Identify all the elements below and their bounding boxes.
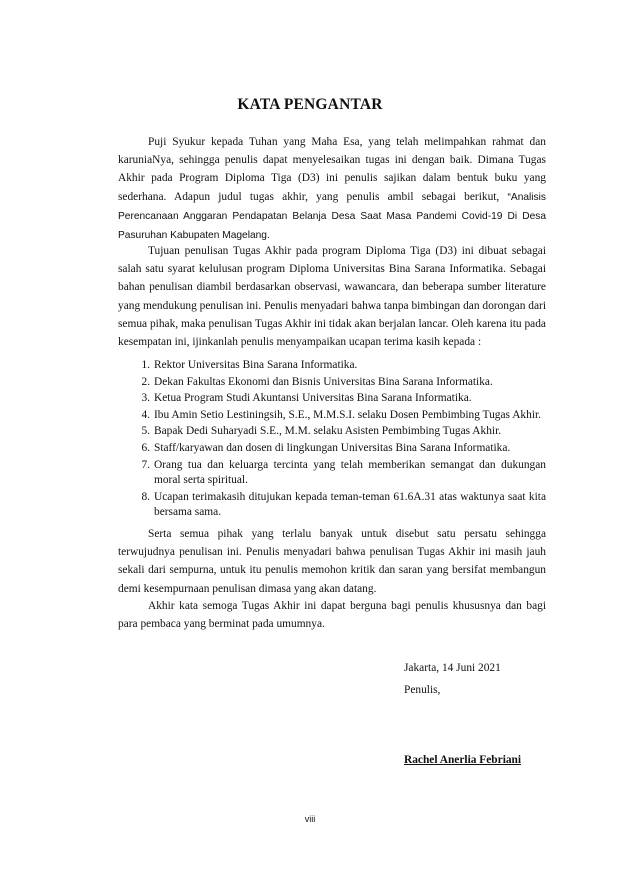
list-number: 7. [141,458,150,471]
list-number: 1. [141,359,150,371]
list-item [118,375,546,391]
paragraph-closing: Akhir kata semoga Tugas Akhir ini dapat berguna bagi penulis khususnya dan bagi para pembaca yang berminat pada umumnya. [118,600,546,631]
list-item-text: Dekan Fakultas Ekonomi dan Bisnis Universitas Bina Sarana Informatika. [154,375,493,388]
list-item-text: Ibu Amin Setio Lestiningsih, S.E., M.M.S.I. selaku Dosen Pembimbing Tugas Akhir. [154,408,541,421]
list-item-text: Ucapan terimakasih ditujukan kepada teman-teman 61.6A.31 atas waktunya saat kita bersama sama. [154,490,546,519]
list-item [118,490,546,521]
list-item [118,408,546,424]
list-item-text: Rektor Universitas Bina Sarana Informatika. [154,359,358,371]
list-item-text: Orang tua dan keluarga tercinta yang telah memberikan semangat dan dukungan moral serta spiritual. [154,458,546,487]
paragraph-purpose: Tujuan penulisan Tugas Akhir pada program Diploma Tiga (D3) ini dibuat sebagai salah satu syarat kelulusan program Diploma Universitas Bina Sarana Informatika. Sebagai bahan penulisan diambil berdasarkan observasi, wawancara, dan beberapa sumber literature yang mendukung penulisan ini. Penulis menyadari bahwa tanpa bimbingan dan dorongan dari semua pihak, maka penulisan Tugas Akhir ini tidak akan berjalan lancar. Oleh karena itu pada kesempatan ini, ijinkanlah penulis menyampaikan ucapan terima kasih kepada : [118,245,546,349]
closing-author-label: Penulis, [404,684,441,696]
acknowledgement-list [118,358,546,522]
list-item-text: Ketua Program Studi Akuntansi Universitas Bina Sarana Informatika. [154,392,472,405]
paragraph-intro-text: Puji Syukur kepada Tuhan yang Maha Esa, yang telah melimpahkan rahmat dan karuniaNya, sehingga penulis dapat menyelesaikan tugas ini dengan baik. Dimana Tugas Akhir pada Program Diploma Tiga (D3) ini penulis sajikan dalam bentuk buku yang sederhana. Adapun judul tugas akhir, yang penulis ambil sebagai berikut, [118,136,546,203]
list-item [118,458,546,489]
thesis-title-quote: “Analisis Perencanaan Anggaran Pendapatan Belanja Desa Saat Masa Pandemi Covid-19 Di Desa Pasuruhan Kabupaten Magelang. [118,191,546,242]
list-item [118,424,546,440]
list-number: 4. [141,408,150,421]
list-number: 2. [141,375,150,388]
list-number: 5. [141,425,150,438]
paragraph-apology: Serta semua pihak yang terlalu banyak untuk disebut satu persatu sehingga terwujudnya penulisan ini. Penulis menyadari bahwa penulisan Tugas Akhir ini masih jauh sekali dari sempurna, untuk itu penulis memohon kritik dan saran yang bersifat membangun demi kesempurnaan penulisan dimasa yang akan datang. [118,528,546,595]
list-item [118,358,546,374]
list-item [118,391,546,407]
list-number: 6. [141,441,150,454]
paragraph-intro [118,133,546,245]
page-number: viii [304,814,316,824]
list-item-text: Staff/karyawan dan dosen di lingkungan Universitas Bina Sarana Informatika. [154,441,511,454]
page-title: KATA PENGANTAR [237,96,383,113]
list-item [118,441,546,457]
list-number: 8. [141,490,150,503]
list-number: 3. [141,392,150,405]
list-item-text: Bapak Dedi Suharyadi S.E., M.M. selaku Asisten Pembimbing Tugas Akhir. [154,425,502,438]
closing-place-date: Jakarta, 14 Juni 2021 [404,662,501,674]
author-name: Rachel Anerlia Febriani [404,754,522,766]
